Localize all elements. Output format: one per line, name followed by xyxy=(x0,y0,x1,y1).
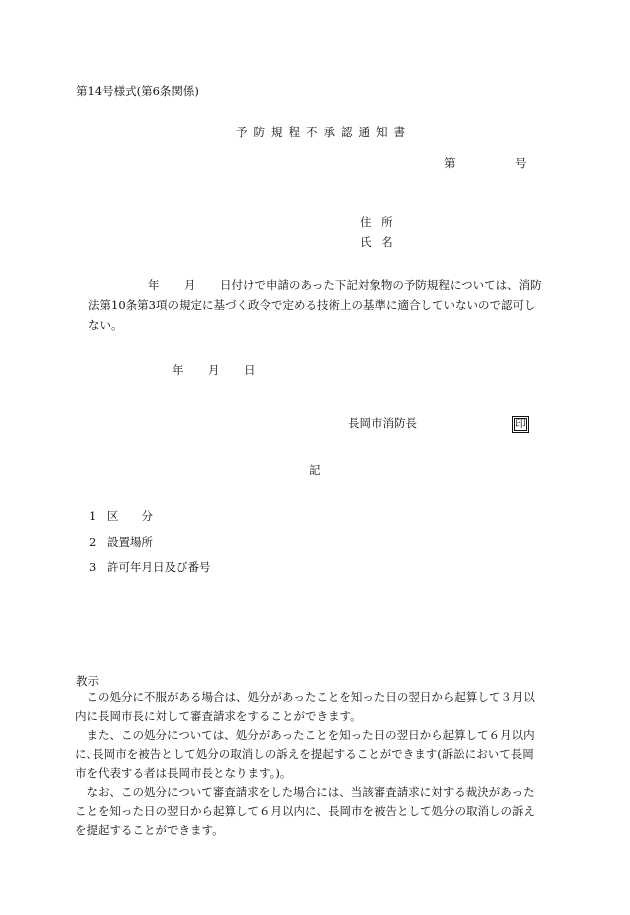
date-year: 年 xyxy=(172,363,184,377)
notice-line: また、この処分については、処分があったことを知った日の翌日から起算して６月以内 xyxy=(75,728,535,742)
item-number: 1 xyxy=(89,509,97,523)
body-line-3: ない。 xyxy=(88,318,123,332)
item-label: 区 分 xyxy=(107,509,153,523)
number-suffix: 号 xyxy=(515,156,527,170)
body-month: 月 xyxy=(184,278,196,292)
title-char: 不 xyxy=(306,125,318,139)
notice-line: 市を代表する者は長岡市長となります。)。 xyxy=(75,766,292,780)
title-char: 防 xyxy=(253,125,265,139)
notice-line: を提起することができます。 xyxy=(75,823,224,837)
notice-line: 内に長岡市長に対して審査請求をすることができます。 xyxy=(75,709,362,723)
notice-line: この処分に不服がある場合は、処分があったことを知った日の翌日から起算して３月以 xyxy=(75,690,535,704)
title-char: 承 xyxy=(323,125,335,139)
document-title xyxy=(236,127,405,139)
title-char: 認 xyxy=(341,125,353,139)
title-char: 予 xyxy=(236,125,248,139)
item-number: 2 xyxy=(89,535,97,549)
ki-heading: 記 xyxy=(309,463,321,477)
title-char: 規 xyxy=(271,125,283,139)
date-month: 月 xyxy=(208,363,220,377)
item-number: 3 xyxy=(89,560,97,574)
title-char: 知 xyxy=(376,125,388,139)
notice-line: ことを知った日の翌日から起算して６月以内に、長岡市を被告として処分の取消しの訴え xyxy=(75,804,535,818)
date-day: 日 xyxy=(244,363,256,377)
notice-heading: 教示 xyxy=(76,674,99,688)
address-label: 住 所 xyxy=(360,215,393,229)
notice-line: なお、この処分について審査請求をした場合には、当該審査請求に対する裁決があった xyxy=(75,785,535,799)
item-label: 許可年月日及び番号 xyxy=(107,560,211,574)
item-label: 設置場所 xyxy=(107,535,153,549)
body-year: 年 xyxy=(148,278,160,292)
title-char: 通 xyxy=(358,125,370,139)
title-char: 程 xyxy=(288,125,300,139)
notice-line: に､長岡市を被告として処分の取消しの訴えを提起することができます(訴訟において長岡 xyxy=(75,747,534,761)
body-line-1: 日付けで申請のあった下記対象物の予防規程については、消防 xyxy=(220,278,542,292)
name-label: 氏 名 xyxy=(360,235,393,249)
seal-icon: 印 xyxy=(512,416,529,433)
number-prefix: 第 xyxy=(444,156,456,170)
issuer: 長岡市消防長 xyxy=(348,416,417,430)
form-number: 第14号様式(第6条関係) xyxy=(76,84,199,98)
body-line-2: 法第10条第3項の規定に基づく政令で定める技術上の基準に適合していないので認可し xyxy=(88,298,536,312)
title-char: 書 xyxy=(393,125,405,139)
